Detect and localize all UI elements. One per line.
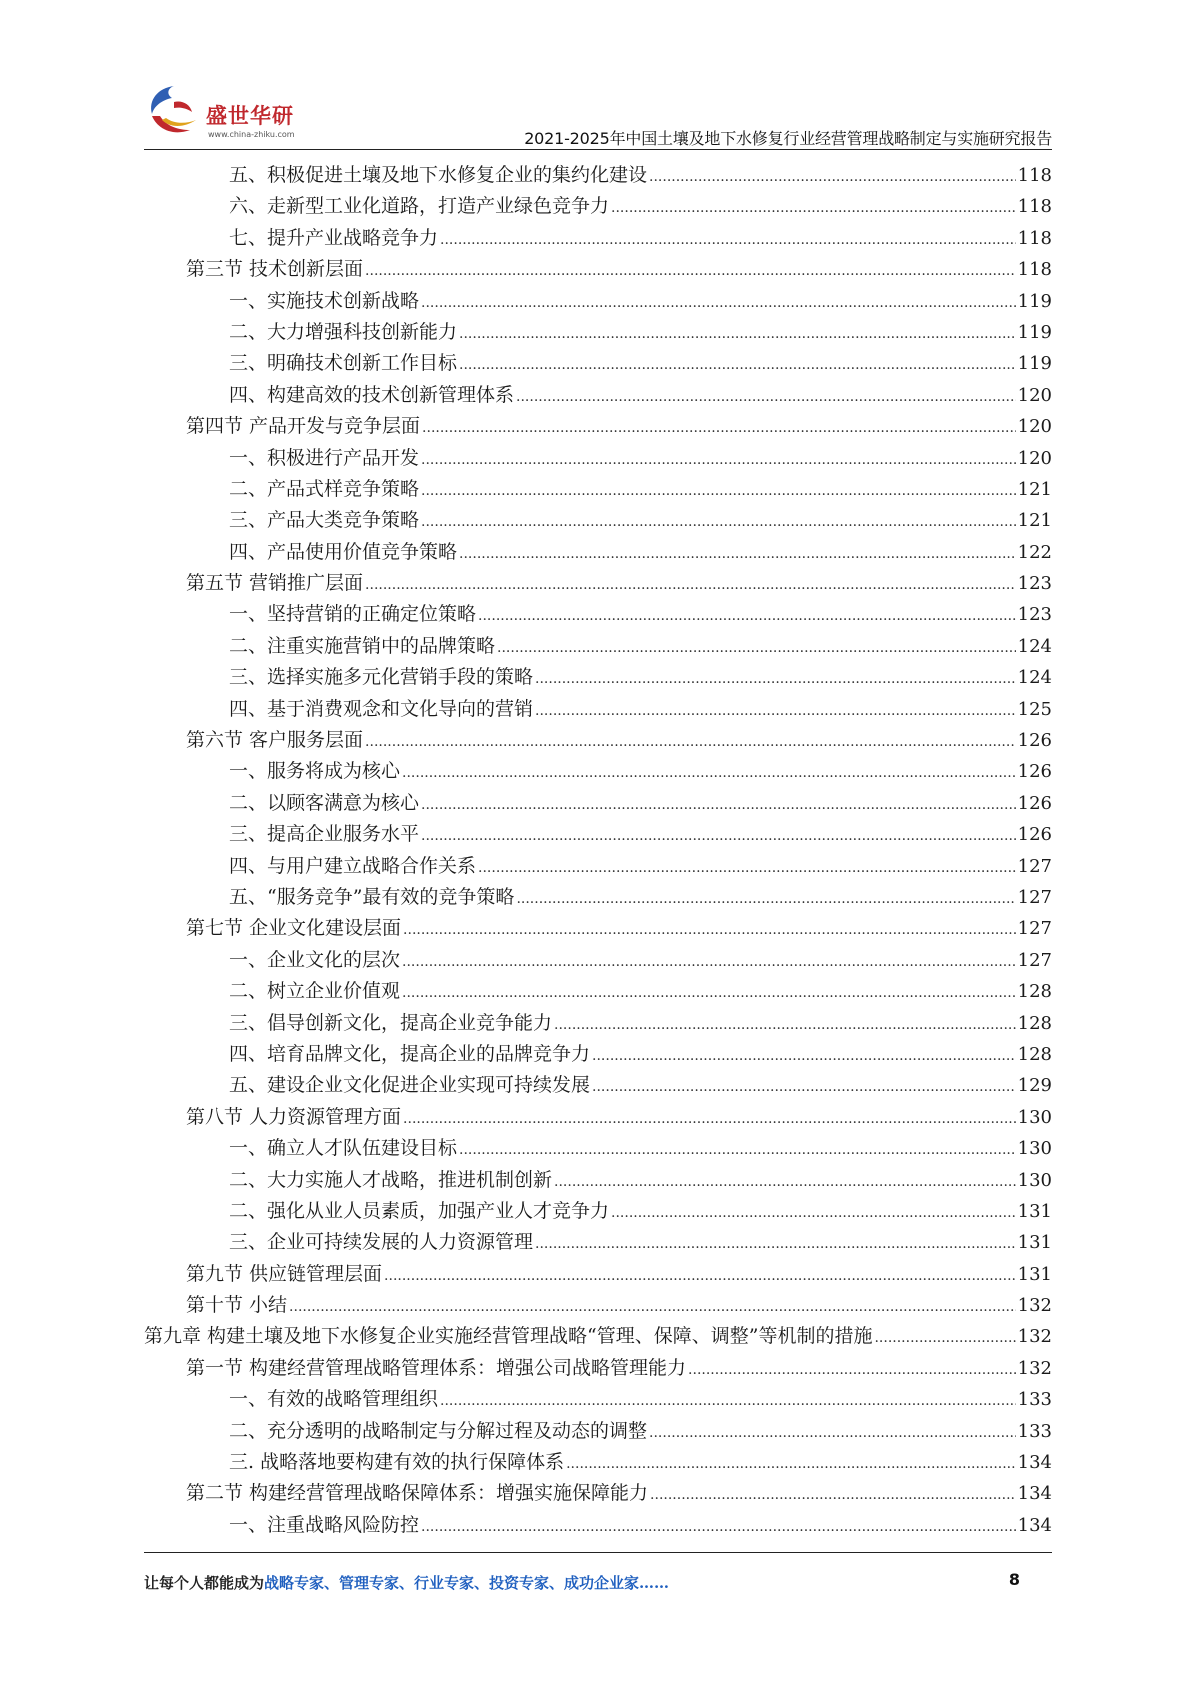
toc-entry[interactable] xyxy=(144,694,1052,725)
toc-entry-page: 121 xyxy=(1017,478,1052,500)
toc-entry-page: 134 xyxy=(1017,1514,1052,1536)
toc-entry-page: 130 xyxy=(1017,1106,1052,1128)
toc-entry-title: 三、产品大类竞争策略 xyxy=(229,509,420,532)
toc-entry-title: 四、基于消费观念和文化导向的营销 xyxy=(229,697,534,720)
toc-entry-page: 120 xyxy=(1017,384,1052,406)
toc-dot-leader xyxy=(535,662,1016,695)
toc-entry-page: 119 xyxy=(1017,290,1052,312)
toc-entry[interactable] xyxy=(144,945,1052,976)
toc-entry-page: 130 xyxy=(1017,1138,1052,1160)
toc-entry[interactable] xyxy=(144,976,1052,1007)
toc-entry[interactable] xyxy=(144,851,1052,882)
toc-entry-title: 五、建设企业文化促进企业实现可持续发展 xyxy=(229,1074,591,1097)
toc-entry-page: 127 xyxy=(1017,918,1052,940)
toc-dot-leader xyxy=(440,223,1016,256)
toc-entry-page: 126 xyxy=(1017,792,1052,814)
toc-entry-title: 二、大力增强科技创新能力 xyxy=(229,320,458,343)
toc-dot-leader xyxy=(365,568,1016,601)
toc-entry-title: 第三节 技术创新层面 xyxy=(186,258,364,281)
toc-dot-leader xyxy=(497,631,1016,664)
toc-dot-leader xyxy=(649,160,1016,193)
toc-entry[interactable] xyxy=(144,474,1052,505)
toc-entry-title: 一、确立人才队伍建设目标 xyxy=(229,1137,458,1160)
toc-entry-page: 125 xyxy=(1017,698,1052,720)
toc-entry-page: 133 xyxy=(1017,1389,1052,1411)
toc-entry[interactable] xyxy=(144,380,1052,411)
toc-dot-leader xyxy=(592,1039,1016,1072)
toc-entry[interactable] xyxy=(144,286,1052,317)
toc-entry[interactable] xyxy=(144,756,1052,787)
toc-entry[interactable] xyxy=(144,819,1052,850)
toc-dot-leader xyxy=(535,694,1016,727)
toc-dot-leader xyxy=(459,1133,1016,1166)
toc-entry-title: 二、产品式样竞争策略 xyxy=(229,477,420,500)
toc-entry-page: 123 xyxy=(1017,604,1052,626)
toc-entry[interactable] xyxy=(144,1039,1052,1070)
toc-entry-page: 118 xyxy=(1017,259,1052,281)
toc-entry-title: 三、明确技术创新工作目标 xyxy=(229,352,458,375)
toc-entry[interactable] xyxy=(144,348,1052,379)
footer-divider xyxy=(144,1552,1052,1553)
toc-entry-title: 六、走新型工业化道路，打造产业绿色竞争力 xyxy=(229,195,610,218)
toc-entry[interactable] xyxy=(144,1478,1052,1509)
toc-dot-leader xyxy=(516,882,1015,915)
toc-entry-title: 五、积极促进土壤及地下水修复企业的集约化建设 xyxy=(229,164,648,186)
toc-entry-page: 129 xyxy=(1017,1075,1052,1097)
toc-entry-page: 131 xyxy=(1017,1263,1052,1285)
toc-entry-page: 134 xyxy=(1017,1483,1052,1505)
toc-entry-title: 第四节 产品开发与竞争层面 xyxy=(186,415,421,438)
footer-slogan xyxy=(144,1572,669,1593)
toc-dot-leader xyxy=(478,851,1016,884)
toc-dot-leader xyxy=(365,725,1016,758)
header-divider xyxy=(144,149,1052,150)
toc-entry-page: 132 xyxy=(1017,1326,1052,1348)
toc-entry[interactable] xyxy=(144,631,1052,662)
toc-dot-leader xyxy=(403,913,1016,946)
toc-entry-page: 130 xyxy=(1017,1169,1052,1191)
toc-entry-title: 第九章 构建土壤及地下水修复企业实施经营管理战略“管理、保障、调整”等机制的措施 xyxy=(144,1325,873,1348)
toc-entry[interactable] xyxy=(144,160,1052,191)
toc-entry-title: 七、提升产业战略竞争力 xyxy=(229,226,439,249)
toc-entry[interactable] xyxy=(144,317,1052,348)
toc-entry[interactable] xyxy=(144,1070,1052,1101)
toc-entry-title: 二、强化从业人员素质，加强产业人才竞争力 xyxy=(229,1199,610,1222)
toc-entry[interactable] xyxy=(144,1227,1052,1258)
toc-entry-page: 128 xyxy=(1017,1012,1052,1034)
toc-entry-page: 134 xyxy=(1017,1452,1052,1474)
toc-entry[interactable] xyxy=(144,537,1052,568)
toc-entry-title: 一、服务将成为核心 xyxy=(229,760,401,783)
table-of-contents xyxy=(144,160,1052,1541)
toc-dot-leader xyxy=(650,1478,1016,1511)
slogan-highlight: 战略专家、管理专家、行业专家、投资专家、成功企业家…… xyxy=(264,1574,670,1592)
toc-entry[interactable] xyxy=(144,505,1052,536)
toc-dot-leader xyxy=(554,1165,1016,1198)
toc-entry[interactable] xyxy=(144,1510,1052,1541)
toc-dot-leader xyxy=(554,1008,1016,1041)
toc-entry-title: 第八节 人力资源管理方面 xyxy=(186,1105,402,1128)
toc-entry-title: 一、积极进行产品开发 xyxy=(229,446,420,469)
toc-entry-title: 第六节 客户服务层面 xyxy=(186,729,364,752)
toc-entry-title: 二、树立企业价值观 xyxy=(229,980,401,1003)
toc-entry[interactable] xyxy=(144,1165,1052,1196)
toc-dot-leader xyxy=(516,380,1016,413)
toc-entry[interactable] xyxy=(144,223,1052,254)
toc-entry-title: 第十节 小结 xyxy=(186,1294,288,1317)
toc-entry[interactable] xyxy=(144,411,1052,442)
toc-dot-leader xyxy=(402,756,1016,789)
toc-dot-leader xyxy=(402,945,1016,978)
toc-dot-leader xyxy=(421,443,1016,476)
toc-entry-page: 119 xyxy=(1017,353,1052,375)
toc-entry[interactable] xyxy=(144,599,1052,630)
toc-entry[interactable] xyxy=(144,662,1052,693)
toc-dot-leader xyxy=(421,1510,1016,1543)
toc-entry-page: 124 xyxy=(1017,635,1052,657)
toc-entry[interactable] xyxy=(144,1447,1052,1478)
toc-entry[interactable] xyxy=(144,1416,1052,1447)
toc-entry-page: 123 xyxy=(1017,573,1052,595)
toc-dot-leader xyxy=(421,788,1016,821)
toc-dot-leader xyxy=(459,348,1016,381)
toc-entry-title: 三. 战略落地要构建有效的执行保障体系 xyxy=(229,1451,565,1474)
toc-entry-page: 128 xyxy=(1017,1043,1052,1065)
toc-entry[interactable] xyxy=(144,788,1052,819)
toc-entry-title: 二、充分透明的战略制定与分解过程及动态的调整 xyxy=(229,1419,648,1442)
toc-dot-leader xyxy=(459,317,1016,350)
toc-entry[interactable] xyxy=(144,191,1052,222)
toc-dot-leader xyxy=(440,1384,1016,1417)
toc-entry-page: 131 xyxy=(1017,1200,1052,1222)
toc-entry[interactable] xyxy=(144,254,1052,285)
toc-entry-page: 126 xyxy=(1017,824,1052,846)
logo-name: 盛世华研 xyxy=(206,104,294,128)
toc-entry-title: 二、注重实施营销中的品牌策略 xyxy=(229,634,496,657)
toc-entry[interactable] xyxy=(144,1008,1052,1039)
toc-entry[interactable] xyxy=(144,1353,1052,1384)
toc-entry-title: 第二节 构建经营管理战略保障体系：增强实施保障能力 xyxy=(186,1482,649,1505)
toc-dot-leader xyxy=(535,1227,1016,1260)
toc-entry-title: 第九节 供应链管理层面 xyxy=(186,1262,383,1285)
slogan-prefix: 让每个人都能成为 xyxy=(144,1574,265,1592)
toc-entry-page: 124 xyxy=(1017,667,1052,689)
company-logo xyxy=(144,80,324,146)
page-number: 8 xyxy=(1008,1570,1020,1589)
toc-dot-leader xyxy=(365,254,1016,287)
toc-entry-page: 121 xyxy=(1017,510,1052,532)
toc-entry[interactable] xyxy=(144,1384,1052,1415)
toc-entry[interactable] xyxy=(144,913,1052,944)
toc-entry-title: 第五节 营销推广层面 xyxy=(186,572,364,595)
toc-entry-title: 三、选择实施多元化营销手段的策略 xyxy=(229,666,534,689)
toc-dot-leader xyxy=(592,1070,1016,1103)
toc-entry-page: 126 xyxy=(1017,730,1052,752)
toc-entry-page: 120 xyxy=(1017,447,1052,469)
toc-dot-leader xyxy=(422,411,1016,444)
toc-entry-title: 四、培育品牌文化，提高企业的品牌竞争力 xyxy=(229,1042,591,1065)
toc-entry[interactable] xyxy=(144,1133,1052,1164)
toc-dot-leader xyxy=(459,537,1016,570)
toc-entry-page: 133 xyxy=(1017,1420,1052,1442)
toc-entry-page: 127 xyxy=(1017,855,1052,877)
toc-entry[interactable] xyxy=(144,443,1052,474)
toc-entry-page: 119 xyxy=(1017,321,1052,343)
toc-dot-leader xyxy=(289,1290,1016,1323)
toc-dot-leader xyxy=(566,1447,1016,1480)
toc-entry-title: 三、企业可持续发展的人力资源管理 xyxy=(229,1231,534,1254)
toc-dot-leader xyxy=(421,286,1016,319)
toc-entry-title: 二、大力实施人才战略，推进机制创新 xyxy=(229,1168,553,1191)
toc-entry-page: 126 xyxy=(1017,761,1052,783)
toc-dot-leader xyxy=(688,1353,1016,1386)
toc-entry-page: 131 xyxy=(1017,1232,1052,1254)
toc-entry-page: 132 xyxy=(1017,1295,1052,1317)
page-footer xyxy=(144,1552,1052,1612)
toc-dot-leader xyxy=(611,1196,1016,1229)
toc-entry-title: 一、坚持营销的正确定位策略 xyxy=(229,603,477,626)
toc-dot-leader xyxy=(649,1416,1016,1449)
logo-url: www.china-zhiku.com xyxy=(208,130,295,139)
toc-dot-leader xyxy=(421,505,1016,538)
toc-entry[interactable] xyxy=(144,1259,1052,1290)
document-title: 2021-2025年中国土壤及地下水修复行业经营管理战略制定与实施研究报告 xyxy=(524,129,1052,148)
toc-dot-leader xyxy=(403,1102,1016,1135)
toc-dot-leader xyxy=(874,1321,1015,1354)
toc-entry-title: 四、产品使用价值竞争策略 xyxy=(229,540,458,563)
toc-entry-title: 一、企业文化的层次 xyxy=(229,948,401,971)
logo-emblem-icon xyxy=(144,80,206,140)
toc-entry-title: 五、“服务竞争”最有效的竞争策略 xyxy=(229,885,515,908)
toc-entry-page: 128 xyxy=(1017,981,1052,1003)
toc-entry-page: 122 xyxy=(1017,541,1052,563)
toc-entry-title: 第七节 企业文化建设层面 xyxy=(186,917,402,940)
toc-entry[interactable] xyxy=(144,725,1052,756)
toc-entry-title: 一、有效的战略管理组织 xyxy=(229,1388,439,1411)
toc-entry-page: 118 xyxy=(1017,227,1052,249)
toc-entry[interactable] xyxy=(144,568,1052,599)
toc-entry-title: 一、实施技术创新战略 xyxy=(229,289,420,312)
toc-entry-title: 第一节 构建经营管理战略管理体系：增强公司战略管理能力 xyxy=(186,1356,687,1379)
toc-entry-title: 四、与用户建立战略合作关系 xyxy=(229,854,477,877)
toc-entry-page: 118 xyxy=(1017,196,1052,218)
toc-entry-title: 二、以顾客满意为核心 xyxy=(229,791,420,814)
toc-entry-page: 118 xyxy=(1017,165,1052,186)
toc-dot-leader xyxy=(611,191,1016,224)
toc-entry-title: 三、倡导创新文化，提高企业竞争能力 xyxy=(229,1011,553,1034)
toc-entry-page: 132 xyxy=(1017,1357,1052,1379)
page-header xyxy=(144,80,1052,160)
toc-entry[interactable] xyxy=(144,1102,1052,1133)
toc-dot-leader xyxy=(402,976,1016,1009)
toc-entry-page: 127 xyxy=(1017,886,1052,908)
toc-entry-title: 四、构建高效的技术创新管理体系 xyxy=(229,383,515,406)
toc-entry-page: 127 xyxy=(1017,949,1052,971)
toc-dot-leader xyxy=(421,474,1016,507)
toc-entry-title: 三、提高企业服务水平 xyxy=(229,823,420,846)
toc-entry[interactable] xyxy=(144,1196,1052,1227)
toc-entry[interactable] xyxy=(144,1290,1052,1321)
toc-dot-leader xyxy=(384,1259,1016,1292)
toc-entry[interactable] xyxy=(144,1321,1052,1352)
toc-entry-page: 120 xyxy=(1017,416,1052,438)
toc-dot-leader xyxy=(478,599,1016,632)
toc-entry-title: 一、注重战略风险防控 xyxy=(229,1513,420,1536)
toc-dot-leader xyxy=(421,819,1016,852)
toc-entry[interactable] xyxy=(144,882,1052,913)
